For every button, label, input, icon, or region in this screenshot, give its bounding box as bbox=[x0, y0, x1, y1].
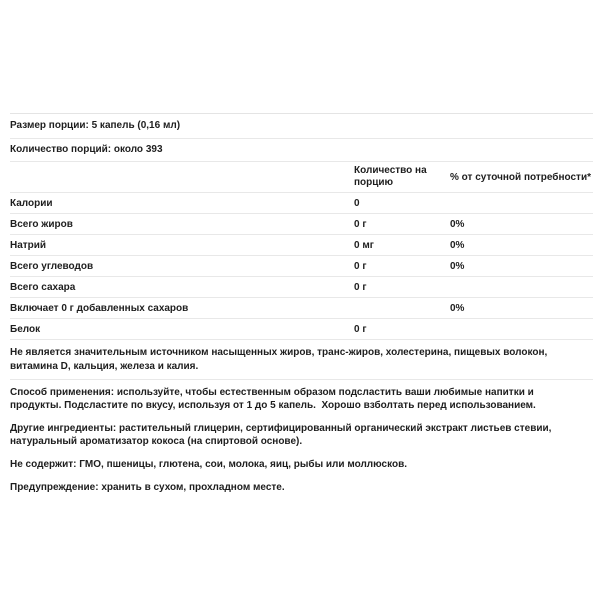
dv-value: 0% bbox=[450, 219, 465, 230]
table-row bbox=[10, 277, 593, 298]
dv-value: 0% bbox=[450, 303, 465, 314]
table-row bbox=[10, 235, 593, 256]
nutrient-name: Калории bbox=[10, 198, 53, 209]
free-of-paragraph: Не содержит: ГМО, пшеницы, глютена, сои, молока, яиц, рыбы или моллюсков. bbox=[10, 459, 408, 470]
nutrient-name: Включает 0 г добавленных сахаров bbox=[10, 303, 189, 314]
amount-value: 0 г bbox=[354, 282, 367, 293]
amount-column-header: Количество на порцию bbox=[354, 165, 427, 188]
serving-size-row bbox=[10, 114, 593, 139]
serving-size-text: Размер порции: 5 капель (0,16 мл) bbox=[10, 120, 181, 131]
nutrient-name: Натрий bbox=[10, 240, 47, 251]
table-row bbox=[10, 298, 593, 319]
warning-paragraph: Предупреждение: хранить в сухом, прохладном месте. bbox=[10, 482, 285, 493]
nutrient-name: Всего сахара bbox=[10, 282, 76, 293]
table-row bbox=[10, 319, 593, 340]
directions-paragraph: Способ применения: используйте, чтобы естественным образом подсластить ваши любимые напитки и продукты. Подсластите по вкусу, используя от 1 до 5 капель. Хорошо взболтать перед использованием. bbox=[10, 387, 537, 411]
amount-value: 0 г bbox=[354, 219, 367, 230]
amount-value: 0 bbox=[354, 198, 360, 209]
not-significant-source-note: Не является значительным источником насыщенных жиров, транс-жиров, холестерина, пищевых волокон, витамина D, кальция, железа и калия. bbox=[10, 340, 593, 380]
nutrient-name: Всего углеводов bbox=[10, 261, 94, 272]
servings-per-container-text: Количество порций: около 393 bbox=[10, 144, 163, 155]
amount-value: 0 мг bbox=[354, 240, 374, 251]
table-row bbox=[10, 193, 593, 214]
supplement-facts-panel bbox=[10, 113, 593, 494]
servings-per-container-row bbox=[10, 139, 593, 162]
dv-value: 0% bbox=[450, 261, 465, 272]
table-row bbox=[10, 256, 593, 277]
amount-value: 0 г bbox=[354, 324, 367, 335]
dv-value: 0% bbox=[450, 240, 465, 251]
table-header-row bbox=[10, 162, 593, 193]
amount-value: 0 г bbox=[354, 261, 367, 272]
daily-value-column-header: % от суточной потребности* bbox=[450, 171, 591, 183]
other-ingredients-paragraph: Другие ингредиенты: растительный глицерин, сертифицированный органический экстракт листьев стевии, натуральный ароматизатор кокоса (на спиртовой основе). bbox=[10, 423, 555, 447]
nutrient-name: Белок bbox=[10, 324, 41, 335]
nutrient-name: Всего жиров bbox=[10, 219, 73, 230]
table-row bbox=[10, 214, 593, 235]
